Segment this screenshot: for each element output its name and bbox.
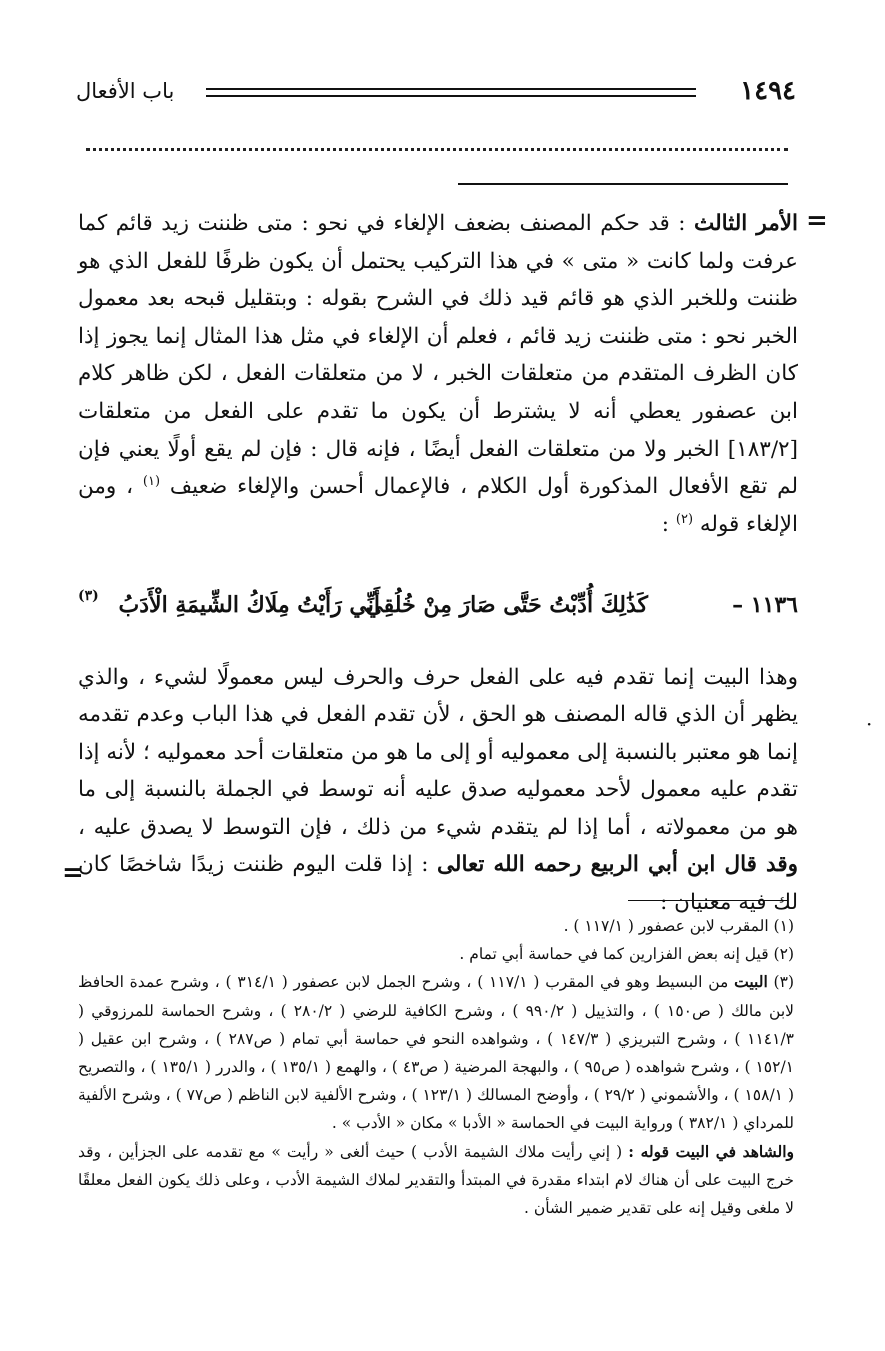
footnote-ref-2: (٢) bbox=[675, 511, 694, 527]
page-header bbox=[76, 74, 796, 110]
footnote-3-number: (٣) bbox=[773, 973, 794, 992]
verse-number: ١١٣٦ – bbox=[732, 592, 798, 618]
main-text-section-2 bbox=[78, 637, 798, 943]
chapter-title: باب الأفعال bbox=[76, 79, 175, 103]
footnote-3-keyword: البيت bbox=[734, 972, 768, 992]
continuation-rule bbox=[458, 183, 788, 185]
paragraph-discussion bbox=[78, 659, 798, 922]
margin-dot: · bbox=[866, 712, 873, 736]
paragraph-third-matter bbox=[78, 205, 798, 543]
paragraph-body: وهذا البيت إنما تقدم فيه على الفعل حرف والحرف ليس معمولًا لشيء ، والذي يظهر أن الذي قاله المصنف هو الحق ، لأن تقدم الفعل في هذا الباب وعدم تقدمه إنما هو معتبر بالنسبة إلى معموليه أو إلى ما هو من متعلقات أحد معموليه ؛ لأنه إذا تقدم عليه معمول لأحد معموليه صدق عليه أنه توسط في الجملة بالنسبة إلى ما هو من معمولاته ، أما إذا لم يتقدم شيء من ذلك ، فإن التوسط لا يصدق عليه ، bbox=[78, 664, 798, 840]
paragraph-body: : قد حكم المصنف بضعف الإلغاء في نحو : متى ظننت زيد قائم كما عرفت ولما كانت « متى » في هذا التركيب يحتمل أن يكون ظرفًا للفعل الذي هو ظننت وللخبر الذي هو قائم قيد ذلك في الشرح بقوله : وبتقليل قبحه بعد معمول الخبر نحو : متى ظننت زيد قائم ، فعلم أن الإلغاء في مثل هذا المثال إنما يجوز إذا كان الظرف المتقدم من متعلقات الخبر ، لا من متعلقات الفعل ، لكن ظاهر كلام ابن عصفور يعطي أنه لا يشترط أن يكون ما تقدم على الفعل من متعلقات [١٨٣/٢] الخبر ولا من متعلقات الفعل أيضًا ، فإنه قال : فإن لم يقع أولًا يعني فإن لم تقع الأفعال المذكورة أول الكلام ، فالإعمال أحسن والإلغاء ضعيف bbox=[78, 211, 798, 500]
footnote-3-text: من البسيط وهو في المقرب ( ١١٧/١ ) ، وشرح الجمل لابن عصفور ( ٣١٤/١ ) ، وشرح عمدة الحافظ لابن مالك ( ص١٥٠ ) ، والتذييل ( ٩٩٠/٢ ) ، وشرح الكافية للرضي ( ٢٨٠/٢ ) ، وشرح الحماسة للمرزوقي ( ١١٤١/٣ ) ، وشرح التبريزي ( ١٤٧/٣ ) ، وشواهده النحو في حماسة أبي تمام ( ص٢٨٧ ) ، وشرح ابن عقيل ( ١٥٢/١ ) ، وشرح شواهده ( ص٩٥ ) ، والبهجة المرضية ( ص٤٣ ) ، والهمع ( ١٣٥/١ ) ، والدرر ( ١٣٥/١ ) ، والتصريح ( ١٥٨/١ ) ، والأشموني ( ٢٩/٢ ) ، وأوضح المسالك ( ١٢٣/١ ) ، وشرح الألفية لابن الناظم ( ص٧٧ ) ، وشرح الألفية للمرداي ( ٣٨٢/١ ) ورواية البيت في الحماسة « الأدبا » مكان « الأدب » . bbox=[78, 973, 794, 1133]
paragraph-tail: ، ومن الإلغاء قوله bbox=[78, 474, 798, 537]
verse-second-hemistich: أَنِّي رَأَيْتُ مِلَاكُ الشِّيمَةِ الْأَدَبُ bbox=[118, 592, 380, 618]
footnote-witness bbox=[78, 1138, 794, 1223]
footnotes bbox=[78, 912, 794, 1222]
continuation-mark-top: = bbox=[806, 206, 828, 236]
main-text-section-1 bbox=[78, 205, 798, 543]
paragraph-heading: الأمر الثالث bbox=[694, 211, 798, 236]
footnote-2: (٢) قيل إنه بعض الفزارين كما في حماسة أبي تمام . bbox=[459, 945, 794, 964]
quoted-author: وقد قال ابن أبي الربيع رحمه الله تعالى bbox=[437, 852, 798, 878]
paragraph-end: : إذا قلت اليوم ظننت زيدًا شاخصًا كان لك فيه معنيان : bbox=[78, 852, 798, 916]
footnote-3 bbox=[78, 968, 794, 1137]
page-number: ١٤٩٤ bbox=[740, 76, 796, 106]
continuation-mark-bottom: = bbox=[62, 858, 84, 888]
witness-text: ( إني رأيت ملاك الشيمة الأدب ) حيث ألغى « رأيت » مع تقدمه على الجزأين ، وقد خرج البيت على أن هناك لام ابتداء مقدرة في المبتدأ والتقدير لملاك الشيمة الأدب ، وعلى ذلك يكون الفعل معلقًا لا ملغى وقيل إنه على تقدير ضمير الشأن . bbox=[78, 1142, 794, 1218]
footnote-ref-3: (٣) bbox=[78, 588, 99, 604]
verse-first-hemistich: كَذَٰلِكَ أُدِّبْتُ حَتَّى صَارَ مِنْ خُلُقِي bbox=[365, 592, 648, 618]
footnote-rule bbox=[628, 900, 788, 901]
paragraph-end: : bbox=[661, 511, 670, 537]
witness-heading: والشاهد في البيت قوله : bbox=[628, 1141, 794, 1161]
footnote-1: (١) المقرب لابن عصفور ( ١١٧/١ ) . bbox=[563, 917, 794, 935]
dotted-separator bbox=[86, 148, 788, 151]
poetry-verse bbox=[78, 588, 798, 632]
footnote-ref-1: (١) bbox=[142, 474, 161, 489]
header-double-rule bbox=[206, 88, 696, 97]
